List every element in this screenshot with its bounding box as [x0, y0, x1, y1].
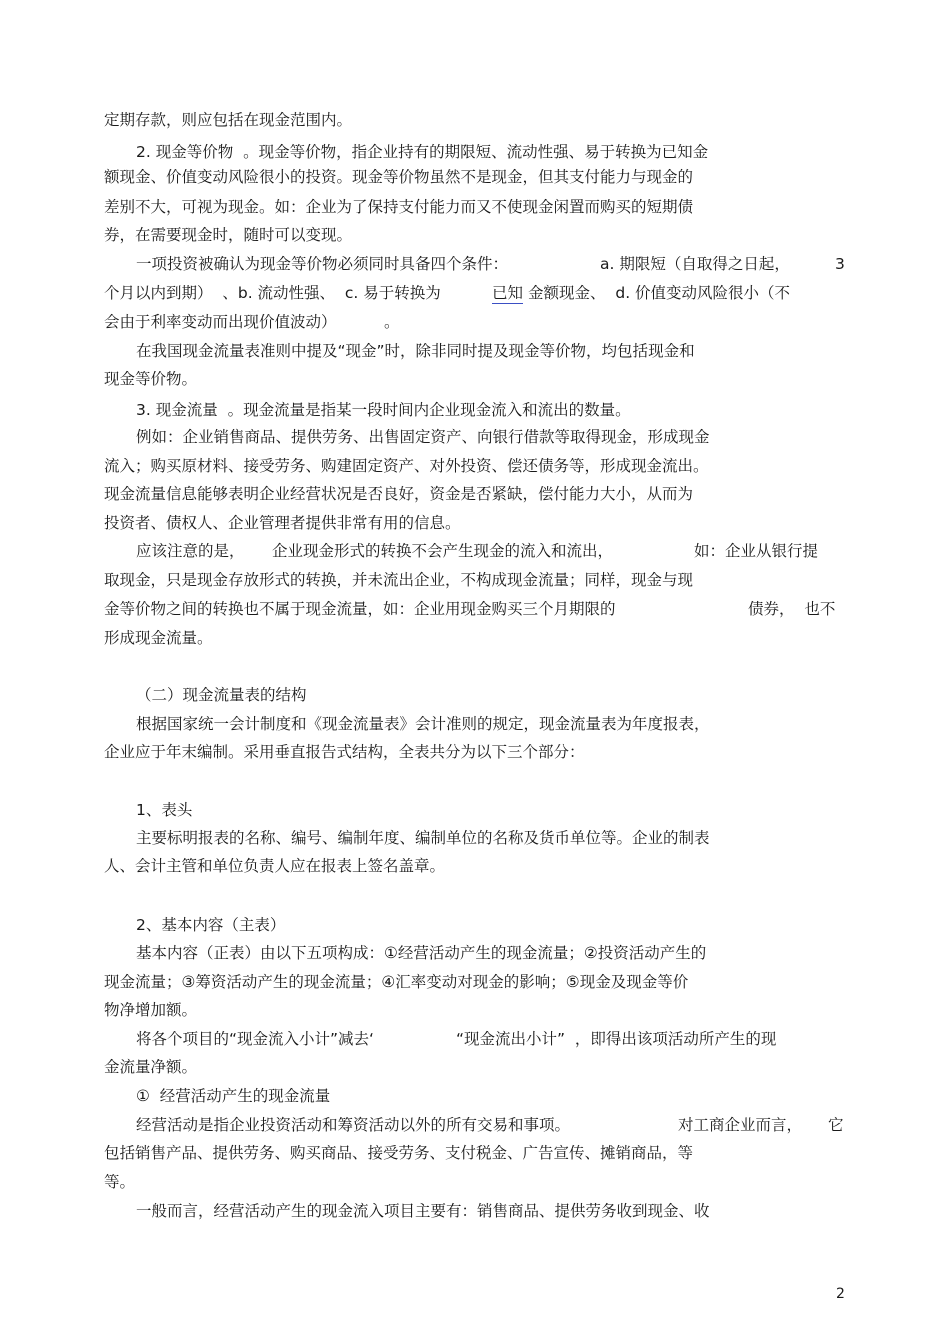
text-line: 对工商企业而言，	[678, 1116, 803, 1134]
text-line: 一般而言，经营活动产生的现金流入项目主要有：销售商品、提供劳务收到现金、收	[136, 1202, 710, 1220]
text-line: 3. 现金流量 。现金流量是指某一段时间内企业现金流入和流出的数量。	[136, 401, 631, 419]
text-line: 经营活动是指企业投资活动和筹资活动以外的所有交易和事项。	[136, 1116, 571, 1134]
text-line: 人、会计主管和单位负责人应在报表上签名盖章。	[104, 857, 446, 875]
text-line: 现金等价物。	[104, 370, 198, 388]
text-line: 金额现金、 d. 价值变动风险很小（不	[528, 284, 791, 302]
text-line: 企业应于年末编制。采用垂直报告式结构，全表共分为以下三个部分：	[104, 743, 585, 761]
text-line: 如：企业从银行提	[694, 542, 819, 560]
text-line: 包括销售产品、提供劳务、购买商品、接受劳务、支付税金、广告宣传、摊销商品，等	[104, 1144, 694, 1162]
text-line: 形成现金流量。	[104, 629, 213, 647]
text-line: 会由于利率变动而出现价值波动）	[104, 313, 337, 331]
text-line: 券，在需要现金时，随时可以变现。	[104, 226, 353, 244]
text-line: 3	[835, 255, 845, 273]
subsection-heading: 1、表头	[136, 801, 193, 819]
section-heading: （二）现金流量表的结构	[136, 686, 307, 704]
text-line: 2. 现金等价物 。现金等价物，指企业持有的期限短、流动性强、易于转换为已知金	[136, 143, 709, 161]
text-line: 现金流量信息能够表明企业经营状况是否良好，资金是否紧缺，偿付能力大小，从而为	[104, 485, 694, 503]
text-line: 主要标明报表的名称、编号、编制年度、编制单位的名称及货币单位等。企业的制表	[136, 829, 710, 847]
text-line: 流入；购买原材料、接受劳务、购建固定资产、对外投资、偿还债务等，形成现金流出。	[104, 457, 709, 475]
text-line: a. 期限短（自取得之日起，	[600, 255, 790, 273]
text-line: 应该注意的是，	[136, 542, 245, 560]
page-number: 2	[836, 1286, 845, 1302]
text-line: 个月以内到期） 、b. 流动性强、 c. 易于转换为	[104, 284, 446, 302]
text-line: 定期存款，则应包括在现金范围内。	[104, 111, 353, 129]
text-line: 例如：企业销售商品、提供劳务、出售固定资产、向银行借款等取得现金，形成现金	[136, 428, 710, 446]
text-line: 物净增加额。	[104, 1001, 198, 1019]
text-line: 它	[828, 1116, 844, 1134]
text-line: 差别不大，可视为现金。如：企业为了保持支付能力而又不使现金闲置而购买的短期债	[104, 198, 694, 216]
text-line: 在我国现金流量表准则中提及“现金”时，除非同时提及现金等价物，均包括现金和	[136, 342, 695, 360]
underlined-text: 已知	[492, 284, 524, 302]
text-line: 债券， 也不	[748, 600, 836, 618]
text-line: 将各个项目的“现金流入小计”减去‘	[136, 1030, 374, 1048]
text-line: 基本内容（正表）由以下五项构成：①经营活动产生的现金流量；②投资活动产生的	[136, 944, 707, 962]
subsection-heading: 2、基本内容（主表）	[136, 916, 286, 934]
text-line: 投资者、债权人、企业管理者提供非常有用的信息。	[104, 514, 461, 532]
text-line: 。	[384, 313, 400, 331]
item-heading: ① 经营活动产生的现金流量	[136, 1087, 331, 1105]
text-line: 金流量净额。	[104, 1058, 198, 1076]
text-line: 等。	[104, 1173, 136, 1191]
text-line: 取现金，只是现金存放形式的转换，并未流出企业，不构成现金流量；同样，现金与现	[104, 571, 694, 589]
text-line: 现金流量；③筹资活动产生的现金流量；④汇率变动对现金的影响；⑤现金及现金等价	[104, 973, 689, 991]
text-line: 金等价物之间的转换也不属于现金流量，如：企业用现金购买三个月期限的	[104, 600, 616, 618]
text-line: 企业现金形式的转换不会产生现金的流入和流出，	[272, 542, 614, 560]
text-line: “现金流出小计” ，即得出该项活动所产生的现	[456, 1030, 777, 1048]
text-line: 根据国家统一会计制度和《现金流量表》会计准则的规定，现金流量表为年度报表，	[136, 715, 710, 733]
text-line: 一项投资被确认为现金等价物必须同时具备四个条件：	[136, 255, 509, 273]
text-line: 额现金、价值变动风险很小的投资。现金等价物虽然不是现金，但其支付能力与现金的	[104, 168, 694, 186]
